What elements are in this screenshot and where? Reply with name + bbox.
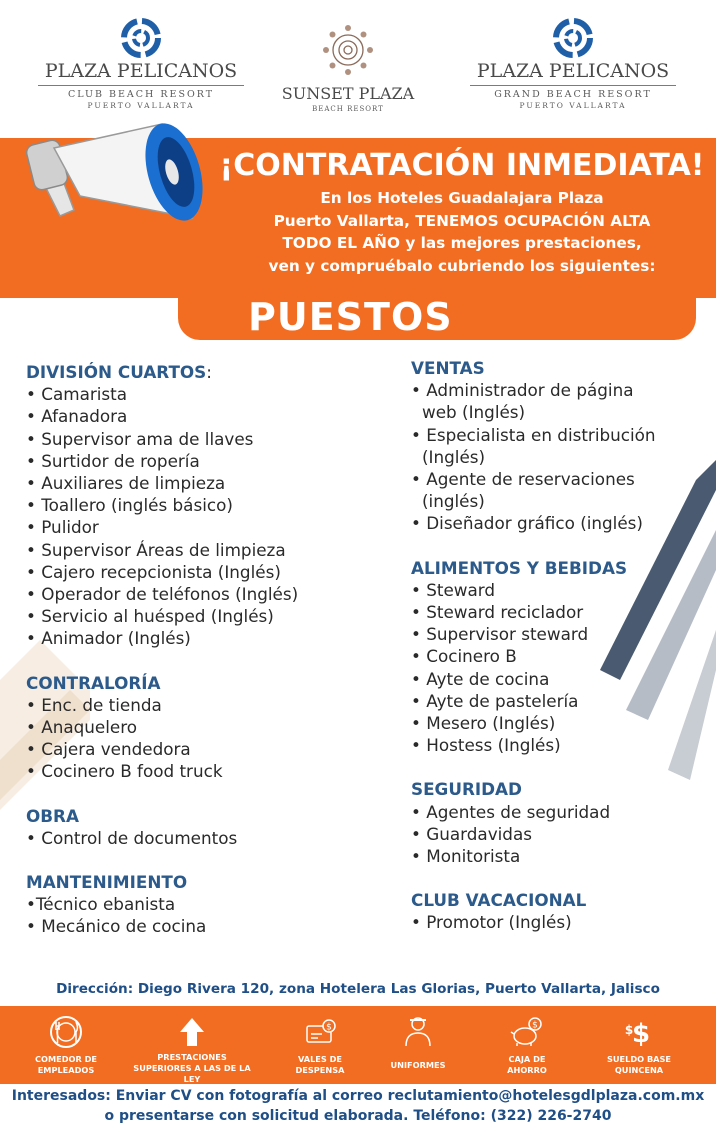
sun-mandala-icon	[320, 22, 376, 78]
dining-plate-icon	[48, 1014, 84, 1050]
benefit-uniformes	[358, 1006, 478, 1084]
benefit-label: SUPERIORES A LAS DE LA LEY	[133, 1063, 251, 1084]
benefit-prestaciones	[132, 1006, 252, 1084]
job-item: • Supervisor Áreas de limpieza	[26, 539, 286, 560]
svg-text:$: $	[532, 1020, 538, 1031]
jobs-right-column	[411, 357, 711, 934]
job-item: • Servicio al huésped (Inglés)	[26, 606, 274, 627]
benefit-comedor	[6, 1006, 126, 1084]
svg-text:$: $	[631, 1019, 651, 1049]
pelican-swirl-icon	[121, 18, 161, 58]
job-item: • Monitorista	[411, 846, 521, 867]
job-item: • Steward	[411, 579, 496, 600]
banner-line: ven y compruébalo cubriendo los siguientes:	[268, 256, 656, 275]
job-item: • Agentes de seguridad	[411, 801, 611, 822]
job-item: • Cajera vendedora	[26, 739, 191, 760]
job-item-continued: (Inglés)	[422, 446, 486, 467]
contact-line-1: Interesados: Enviar CV con fotografía al correo reclutamiento@hotelesgdlplaza.com.mx	[11, 1088, 705, 1104]
benefit-label: COMEDOR DE	[34, 1054, 97, 1064]
job-item: • Mesero (Inglés)	[411, 713, 556, 734]
benefit-caja-ahorro	[467, 1006, 587, 1084]
job-item: • Diseñador gráfico (inglés)	[411, 513, 643, 534]
section-title-obra: OBRA	[26, 805, 79, 826]
logo-name: PLAZA PELICANOS	[44, 60, 238, 82]
section-title-contraloria: CONTRALORÍA	[26, 672, 161, 693]
job-item: • Afanadora	[26, 406, 128, 427]
plaza-pelicanos-club-logo	[30, 18, 252, 110]
uniform-person-icon	[400, 1014, 436, 1050]
logo-subtitle: BEACH RESORT	[312, 105, 384, 113]
banner-headline: ¡CONTRATACIÓN INMEDIATA!	[219, 148, 705, 183]
section-title-cuartos: DIVISIÓN CUARTOS:	[26, 362, 212, 382]
money-icon	[621, 1014, 657, 1050]
plaza-pelicanos-grand-logo	[462, 18, 684, 110]
logo-subtitle: GRAND BEACH RESORT	[494, 89, 652, 100]
job-item: • Ayte de pastelería	[411, 690, 579, 711]
contact-info	[0, 1086, 716, 1126]
puestos-title: PUESTOS	[248, 295, 453, 339]
section-title-club-vacacional: CLUB VACACIONAL	[411, 890, 587, 911]
benefit-label: UNIFORMES	[390, 1060, 446, 1070]
job-item: • Animador (Inglés)	[26, 628, 191, 649]
job-item: • Surtidor de ropería	[26, 450, 200, 471]
logo-subtitle: CLUB BEACH RESORT	[67, 89, 215, 100]
job-item: • Control de documentos	[26, 827, 238, 848]
benefit-label: SUELDO BASE	[606, 1054, 672, 1064]
benefits-strip	[0, 1006, 716, 1084]
logo-city: PUERTO VALLARTA	[519, 101, 627, 110]
job-item: • Cocinero B food truck	[26, 761, 223, 782]
job-item-continued: web (Inglés)	[422, 402, 526, 423]
job-item: • Supervisor steward	[411, 624, 589, 645]
job-item: • Hostess (Inglés)	[411, 735, 561, 756]
job-item: •Técnico ebanista	[26, 894, 176, 915]
job-item: • Enc. de tienda	[26, 694, 162, 715]
sunset-plaza-logo	[278, 22, 418, 113]
job-item: • Anaquelero	[26, 717, 138, 738]
benefit-sueldo	[579, 1006, 699, 1084]
header-logos	[0, 0, 716, 138]
section-title-mantenimiento: MANTENIMIENTO	[26, 872, 188, 893]
svg-text:$: $	[326, 1022, 332, 1033]
pelican-swirl-icon	[553, 18, 593, 58]
job-item: • Administrador de página	[411, 380, 634, 401]
job-item-continued: (inglés)	[422, 491, 485, 512]
svg-text:$: $	[624, 1023, 634, 1037]
benefit-label: DESPENSA	[295, 1065, 345, 1075]
benefit-label: CAJA DE	[508, 1054, 546, 1064]
address-line: Dirección: Diego Rivera 120, zona Hotelera Las Glorias, Puerto Vallarta, Jalisco	[56, 981, 660, 997]
job-item: • Steward reciclador	[411, 602, 584, 623]
section-title-seguridad: SEGURIDAD	[411, 779, 522, 800]
banner-paragraph	[214, 187, 710, 277]
job-item: • Cocinero B	[411, 646, 517, 667]
job-item: • Pulidor	[26, 517, 99, 538]
job-item: • Cajero recepcionista (Inglés)	[26, 561, 281, 582]
job-item: • Auxiliares de limpieza	[26, 473, 226, 494]
contact-line-2: o presentarse con solicitud elaborada. Teléfono: (322) 226-2740	[104, 1108, 612, 1124]
banner-line: En los Hoteles Guadalajara Plaza	[320, 189, 604, 207]
logo-city: PUERTO VALLARTA	[87, 101, 195, 110]
section-title-ventas: VENTAS	[411, 358, 485, 378]
job-item: • Operador de teléfonos (Inglés)	[26, 584, 299, 605]
job-item: • Ayte de cocina	[411, 668, 550, 689]
arrow-up-icon	[174, 1014, 210, 1050]
benefit-label: QUINCENA	[614, 1065, 664, 1075]
banner-line: TODO EL AÑO y las mejores prestaciones,	[282, 234, 642, 253]
puestos-tab	[178, 294, 696, 340]
job-item: • Promotor (Inglés)	[411, 912, 572, 933]
benefit-label: EMPLEADOS	[37, 1065, 95, 1075]
benefit-label: AHORRO	[507, 1065, 547, 1075]
job-item: • Especialista en distribución	[411, 424, 656, 445]
job-item: • Supervisor ama de llaves	[26, 428, 254, 449]
job-item: • Camarista	[26, 384, 128, 405]
benefit-label: PRESTACIONES	[157, 1052, 227, 1062]
job-item: • Agente de reservaciones	[411, 469, 635, 490]
voucher-icon	[302, 1014, 338, 1050]
job-item: • Toallero (inglés básico)	[26, 495, 233, 516]
job-item: • Guardavidas	[411, 823, 532, 844]
jobs-left-column	[26, 361, 386, 938]
benefit-label: VALES DE	[297, 1054, 343, 1064]
piggy-bank-icon	[509, 1014, 545, 1050]
megaphone-icon	[22, 120, 212, 240]
logo-name: SUNSET PLAZA	[281, 84, 415, 103]
section-title-alimentos: ALIMENTOS Y BEBIDAS	[411, 557, 628, 578]
banner-line: Puerto Vallarta, TENEMOS OCUPACIÓN ALTA	[273, 211, 651, 230]
logo-name: PLAZA PELICANOS	[476, 60, 670, 82]
job-item: • Mecánico de cocina	[26, 916, 207, 937]
